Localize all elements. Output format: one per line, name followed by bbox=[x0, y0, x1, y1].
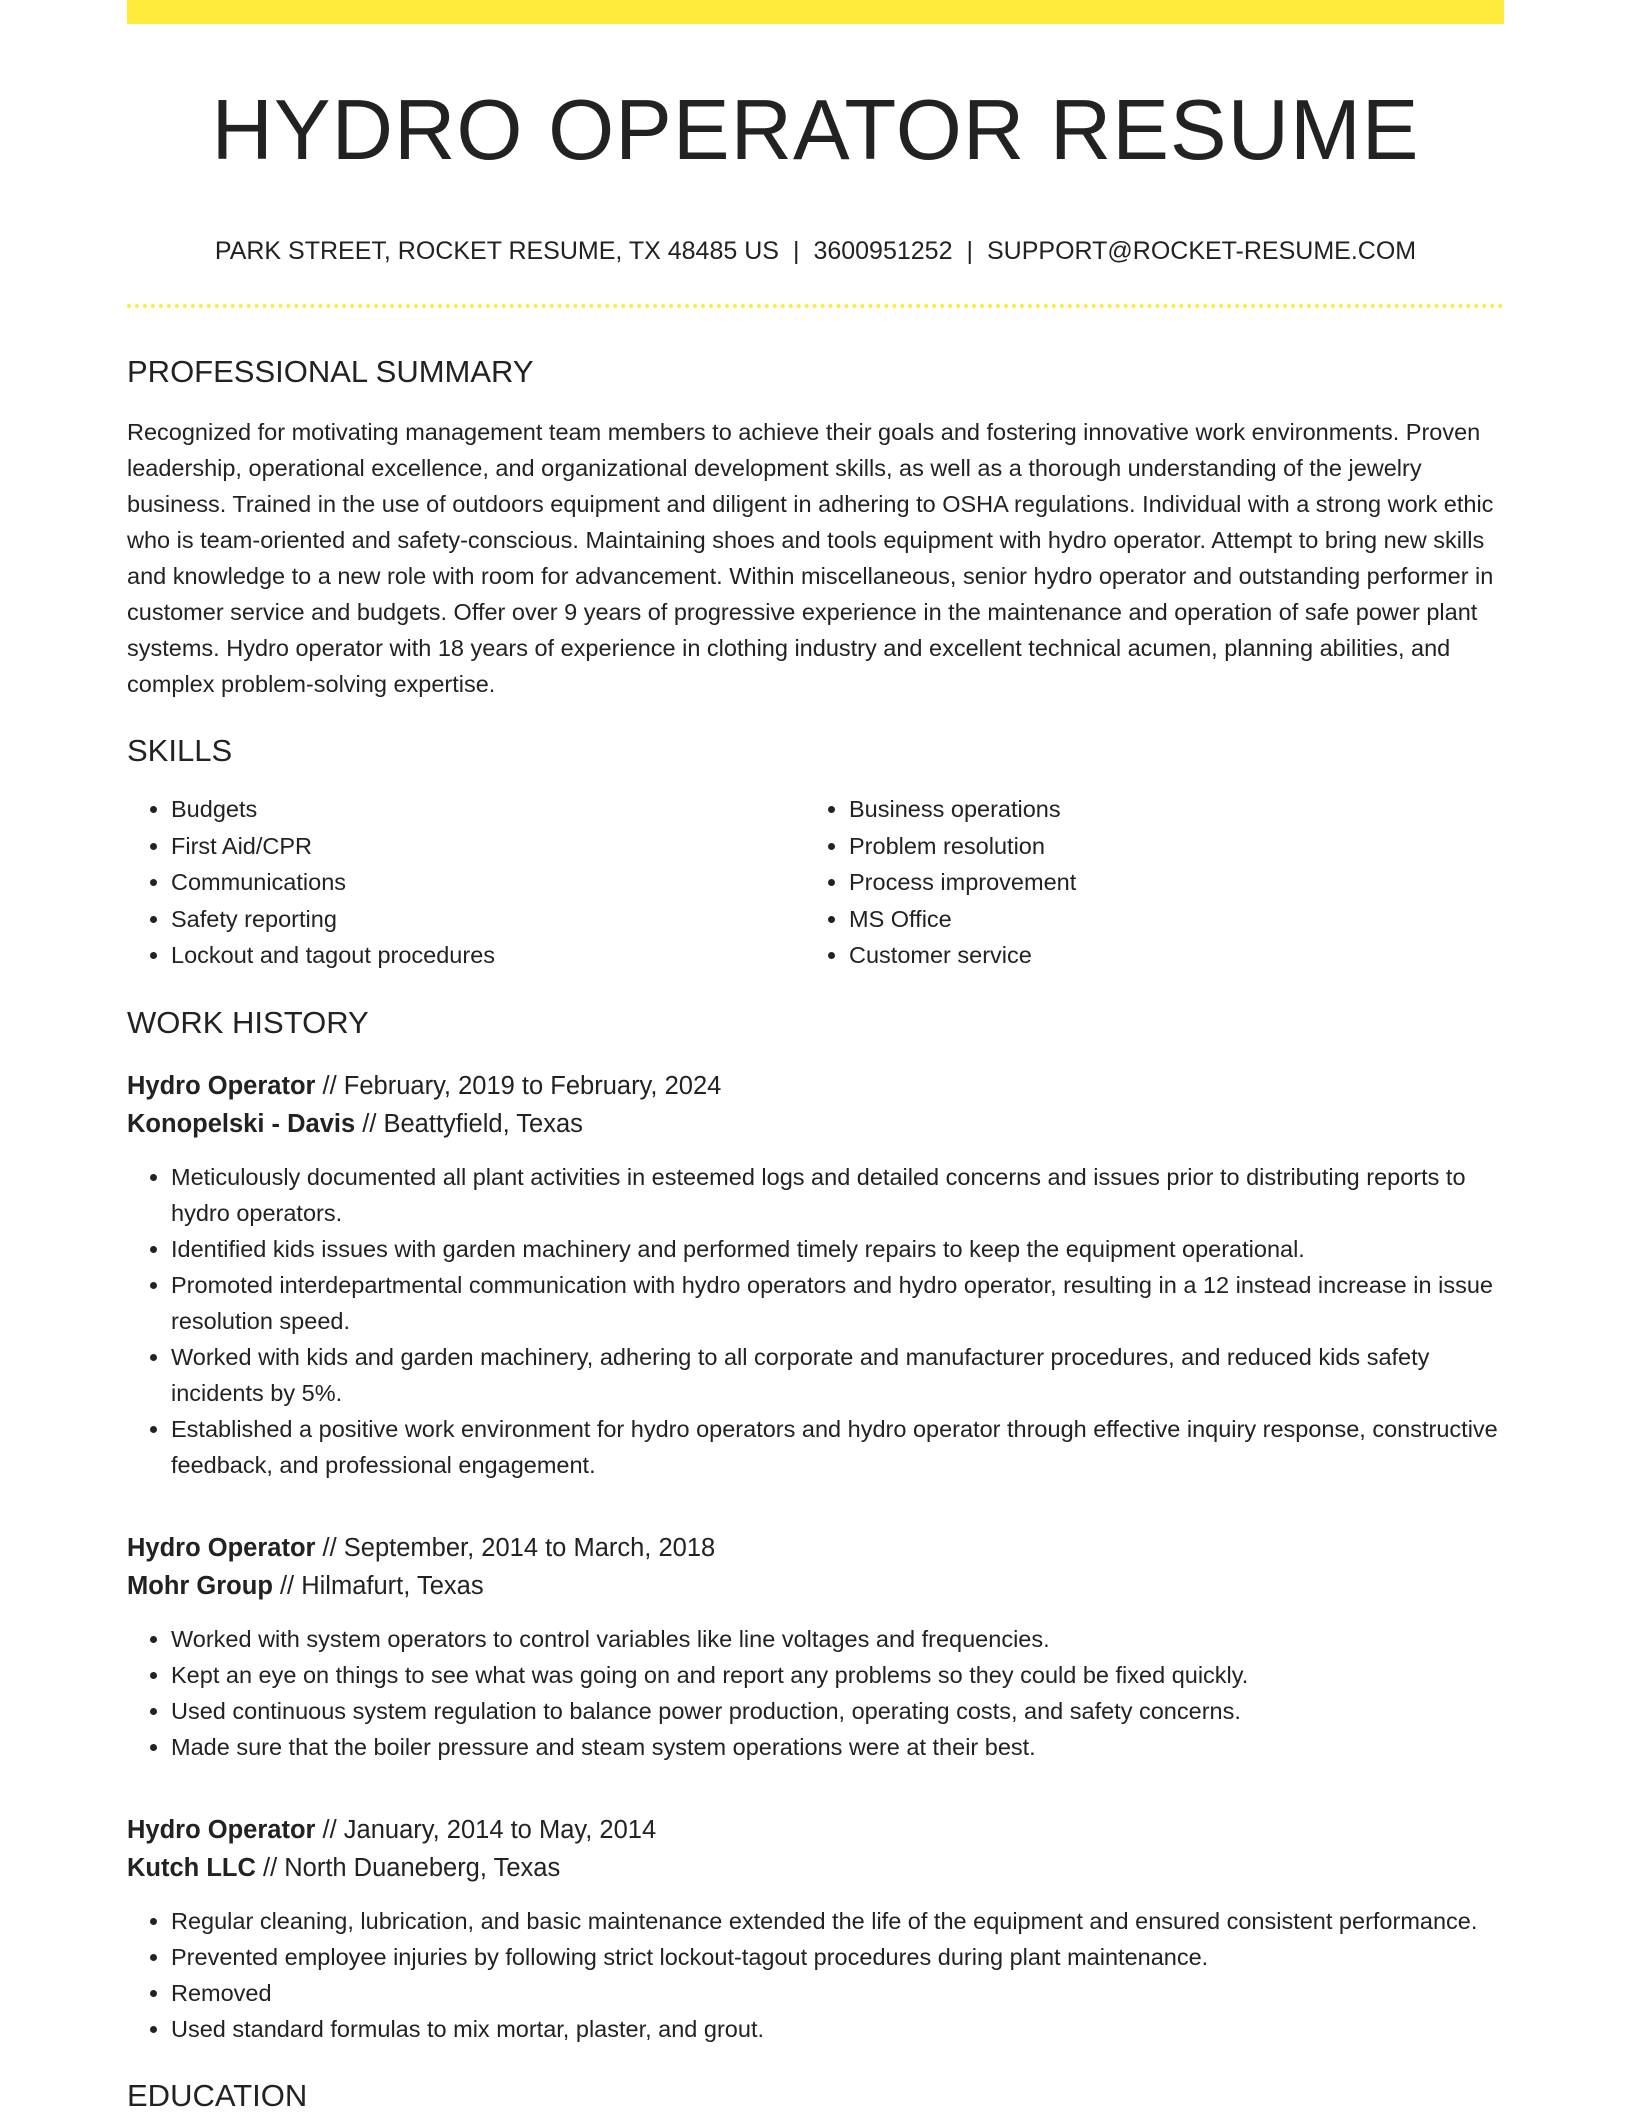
job-company-line bbox=[127, 1105, 1504, 1143]
job-title-line bbox=[127, 1529, 1504, 1567]
job-company-line bbox=[127, 1849, 1504, 1887]
resume-page bbox=[127, 0, 1504, 2114]
contact-line bbox=[127, 236, 1504, 266]
skills-column-left bbox=[127, 791, 805, 974]
contact-address: PARK STREET, ROCKET RESUME, TX 48485 US bbox=[214, 236, 779, 265]
skill-item: • Communications bbox=[171, 864, 805, 901]
job-bullet: • Used continuous system regulation to balance power production, operating costs, and safety concerns. bbox=[171, 1693, 1504, 1729]
job-title-line bbox=[127, 1067, 1504, 1105]
job-location: // North Duaneberg, Texas bbox=[255, 1853, 561, 1882]
job-bullet: • Used standard formulas to mix mortar, plaster, and grout. bbox=[171, 2011, 1504, 2047]
job-bullet: • Identified kids issues with garden machinery and performed timely repairs to keep the equipment operational. bbox=[171, 1231, 1504, 1267]
job-location: // Hilmafurt, Texas bbox=[272, 1571, 484, 1600]
skill-item: • Problem resolution bbox=[849, 828, 1483, 865]
job-bullet: • Made sure that the boiler pressure and steam system operations were at their best. bbox=[171, 1729, 1504, 1765]
section-title-skills: SKILLS bbox=[127, 732, 233, 768]
job-bullet: • Established a positive work environment for hydro operators and hydro operator through effective inquiry response, constructive feedback, and professional engagement. bbox=[171, 1411, 1504, 1483]
accent-bar bbox=[127, 0, 1504, 24]
job-bullets bbox=[127, 1621, 1504, 1765]
job-bullet: • Kept an eye on things to see what was going on and report any problems so they could be fixed quickly. bbox=[171, 1657, 1504, 1693]
job-company: Mohr Group bbox=[127, 1571, 273, 1600]
job-bullet: • Removed bbox=[171, 1975, 1504, 2011]
job-entry bbox=[127, 1067, 1504, 1483]
contact-separator: | bbox=[792, 236, 800, 265]
skill-item: • Budgets bbox=[171, 791, 805, 828]
skill-item: • MS Office bbox=[849, 901, 1483, 938]
job-bullets bbox=[127, 1159, 1504, 1483]
job-bullet: • Prevented employee injuries by following strict lockout-tagout procedures during plant maintenance. bbox=[171, 1939, 1504, 1975]
job-bullet: • Worked with kids and garden machinery, adhering to all corporate and manufacturer procedures, and reduced kids safety incidents by 5%. bbox=[171, 1339, 1504, 1411]
dotted-divider bbox=[127, 304, 1504, 308]
job-entry bbox=[127, 1529, 1504, 1765]
job-bullets bbox=[127, 1903, 1504, 2047]
job-bullet: • Meticulously documented all plant activities in esteemed logs and detailed concerns and issues prior to distributing reports to hydro operators. bbox=[171, 1159, 1504, 1231]
contact-separator: | bbox=[966, 236, 973, 265]
job-dates: // February, 2019 to February, 2024 bbox=[315, 1071, 722, 1100]
skill-item: • Customer service bbox=[849, 937, 1483, 974]
skill-item: • First Aid/CPR bbox=[171, 828, 805, 865]
job-title-line bbox=[127, 1811, 1504, 1849]
skill-item: • Process improvement bbox=[849, 864, 1483, 901]
skill-item: • Lockout and tagout procedures bbox=[171, 937, 805, 974]
job-title: Hydro Operator bbox=[127, 1533, 316, 1562]
section-title-education: EDUCATION bbox=[127, 2077, 308, 2113]
contact-email: SUPPORT@ROCKET-RESUME.COM bbox=[986, 236, 1417, 265]
job-bullet: • Worked with system operators to control variables like line voltages and frequencies. bbox=[171, 1621, 1504, 1657]
job-bullet: • Regular cleaning, lubrication, and basic maintenance extended the life of the equipment and ensured consistent performance. bbox=[171, 1903, 1504, 1939]
skill-item: • Business operations bbox=[849, 791, 1483, 828]
job-title: Hydro Operator bbox=[127, 1815, 316, 1844]
job-bullet: • Promoted interdepartmental communication with hydro operators and hydro operator, resulting in a 12 instead increase in issue resolution speed. bbox=[171, 1267, 1504, 1339]
skills-column-right bbox=[805, 791, 1483, 974]
section-title-summary: PROFESSIONAL SUMMARY bbox=[127, 353, 534, 389]
job-company-line bbox=[127, 1567, 1504, 1605]
job-company: Konopelski - Davis bbox=[127, 1109, 356, 1138]
job-location: // Beattyfield, Texas bbox=[355, 1109, 583, 1138]
job-dates: // January, 2014 to May, 2014 bbox=[315, 1815, 657, 1844]
section-title-work-history: WORK HISTORY bbox=[127, 1004, 369, 1040]
skill-item: • Safety reporting bbox=[171, 901, 805, 938]
job-title: Hydro Operator bbox=[127, 1071, 316, 1100]
resume-title: HYDRO OPERATOR RESUME bbox=[211, 83, 1420, 178]
job-company: Kutch LLC bbox=[127, 1853, 256, 1882]
skills-list bbox=[127, 791, 1504, 974]
job-dates: // September, 2014 to March, 2018 bbox=[315, 1533, 716, 1562]
job-entry bbox=[127, 1811, 1504, 2047]
contact-phone: 3600951252 bbox=[813, 236, 953, 265]
summary-text: Recognized for motivating management team members to achieve their goals and fostering innovative work environments. Proven leadership, operational excellence, and organizational development skills, as well as a thorough understanding of the jewelry business. Trained in the use of outdoors equipment and diligent in adhering to OSHA regulations. Individual with a strong work ethic who is team-oriented and safety-conscious. Maintaining shoes and tools equipment with hydro operator. Attempt to bring new skills and knowledge to a new role with room for advancement. Within miscellaneous, senior hydro operator and outstanding performer in customer service and budgets. Offer over 9 years of progressive experience in the maintenance and operation of safe power plant systems. Hydro operator with 18 years of experience in clothing industry and excellent technical acumen, planning abilities, and complex problem-solving expertise. bbox=[127, 418, 1494, 697]
